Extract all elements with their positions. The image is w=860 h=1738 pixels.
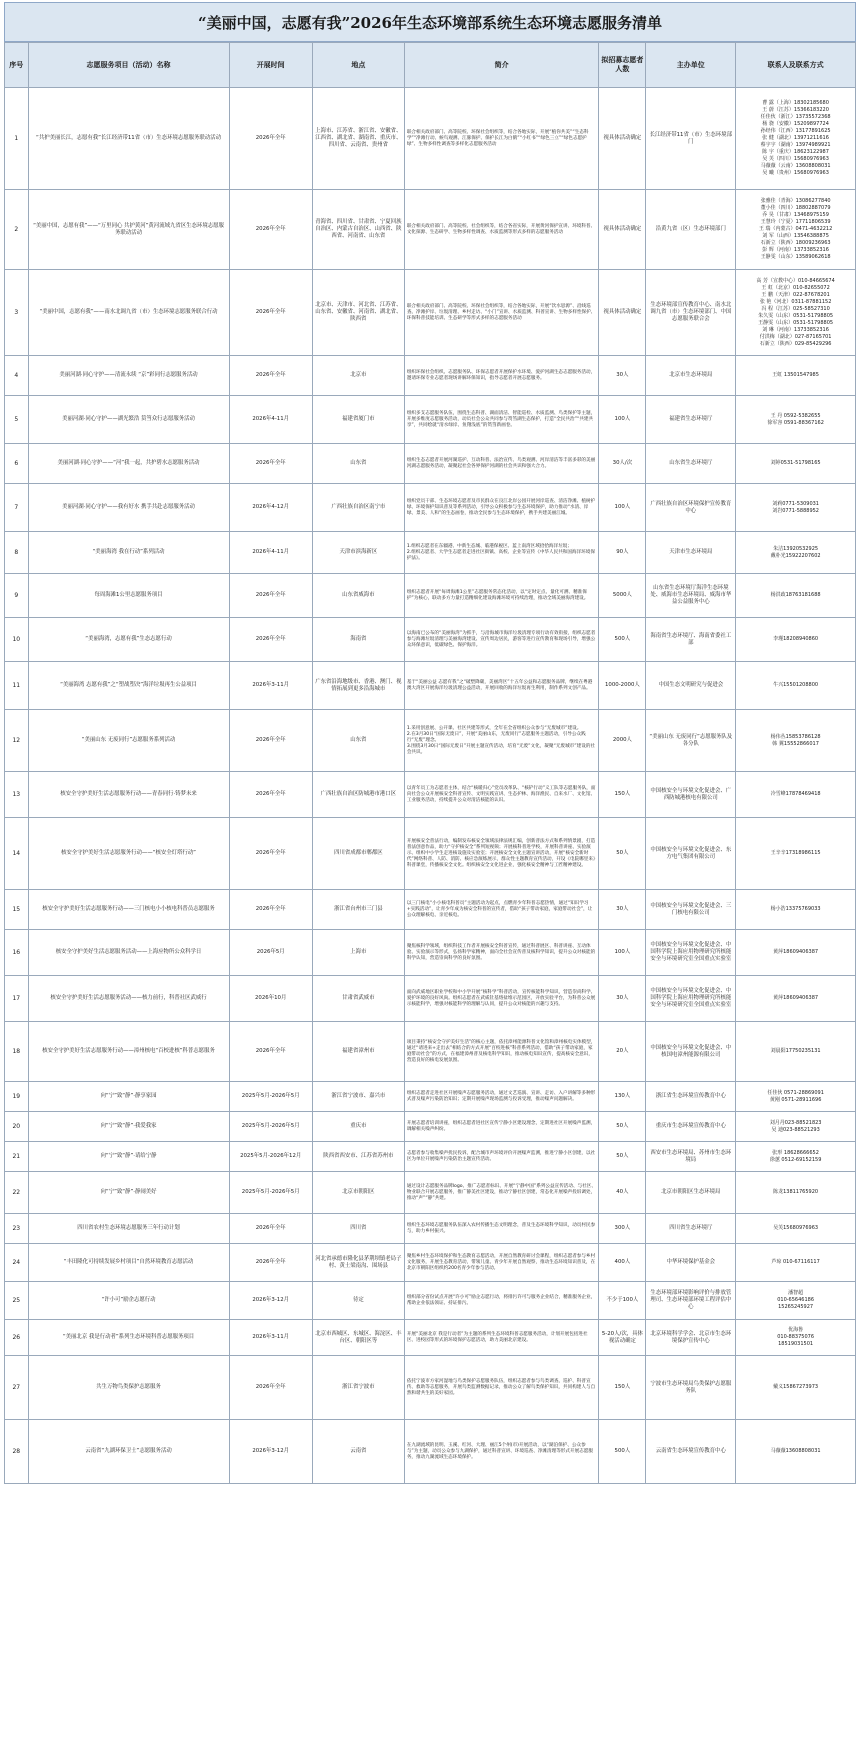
project-intro: 聚焦核科学领域，组织科技工作者开展核安全科普宣传，通过科普展区、科普讲座、互动体验、实验演示等形式，弘扬科学家精神，面向全社会宣传普及核科学知识，提升公众对核能的科学认知，营造崇尚科学的良好氛围。: [404, 930, 599, 976]
organizer: 四川省生态环境厅: [646, 1214, 736, 1244]
project-place: 四川省: [312, 1214, 404, 1244]
document-page: [4, 2, 856, 1484]
row-number: 12: [5, 710, 29, 772]
project-time: 2026年全年: [229, 710, 312, 772]
project-place: 天津市滨海新区: [312, 532, 404, 574]
row-number: 28: [5, 1420, 29, 1484]
contact-info: 牛兴15501208800: [736, 662, 856, 710]
organizer: 云南省生态环境宣传教育中心: [646, 1420, 736, 1484]
project-time: 2026年全年: [229, 270, 312, 356]
volunteer-count: 130人: [599, 1082, 646, 1112]
project-intro: 基于“美丽公益 志愿有我”之“破塑降碳，美丽湾区”十五年公益和志愿服务品牌，继续在粤港澳大湾区开展海洋垃圾清理公益活动，开展回收的海洋垃圾再生利用，制作系列文创产品。: [404, 662, 599, 710]
service-table: [4, 42, 856, 1484]
project-time: 2026年3-12月: [229, 1420, 312, 1484]
volunteer-count: 5-20人/次，具体视活动确定: [599, 1320, 646, 1356]
project-place: 重庆市: [312, 1112, 404, 1142]
project-place: 广西壮族自治区防城港市港口区: [312, 772, 404, 818]
volunteer-count: 500人: [599, 1420, 646, 1484]
volunteer-count: 30人: [599, 356, 646, 396]
project-time: 2026年全年: [229, 772, 312, 818]
table-row: [5, 662, 856, 710]
row-number: 2: [5, 190, 29, 270]
table-row: [5, 1356, 856, 1420]
project-name: 核安全守护美好生活志愿服务活动——上海应物所公众科学日: [28, 930, 229, 976]
header-count: 拟招募志愿者人数: [599, 43, 646, 88]
project-name: “美丽中国，志愿有我”——南水北调九省（市）生态环境志愿服务联合行动: [28, 270, 229, 356]
project-place: 福建省厦门市: [312, 396, 404, 444]
project-place: 浙江省宁波市: [312, 1356, 404, 1420]
project-intro: 项目秉持“核安全守护美好生活”的核心主题，依托漳州能源科普文化馆和漳州核电实体模型，通过“请进来+走出去”相结合的方式开展“百校进核”科普系列活动，借助“孩子带动家庭，家庭带动社会”的方式，在福建漳州普及核电科学知识，推动核电知识宣传，提高核安全意识，营造良好的核电发展氛围。: [404, 1022, 599, 1082]
project-name: 核安全守护美好生活志愿服务行动——三门核电小小核电科普员志愿服务: [28, 890, 229, 930]
table-row: [5, 1244, 856, 1282]
contact-info: 王辛辛17318986115: [736, 818, 856, 890]
project-intro: 组织部分省份试点开展“许小可”励企志愿行动，将排污许可与服务企业结合，精准服务企业，帮助企业依法领证、持证排污。: [404, 1282, 599, 1320]
volunteer-count: 50人: [599, 1142, 646, 1172]
table-row: [5, 574, 856, 618]
row-number: 5: [5, 396, 29, 444]
organizer: 中国生态文明研究与促进会: [646, 662, 736, 710]
project-intro: 1.组织志愿者在东疆港、中新生态城、临港保税区、蓝上南湾区域拾拾海洋垃圾； 2.组织志愿者、大学生志愿者走进社区街镇、高校、企业等宣传《中华人民共和国海洋环境保护法》。: [404, 532, 599, 574]
volunteer-count: 不少于100人: [599, 1282, 646, 1320]
volunteer-count: 视具体活动确定: [599, 190, 646, 270]
row-number: 1: [5, 88, 29, 190]
table-row: [5, 1282, 856, 1320]
project-intro: 组织多支志愿服务队伍，围绕生态科普、湖面清洁、智能巡检、水质监测、鸟类保护等主题，开展多维度志愿服务活动，动员社会公众共同参与筼筜湖生态保护，打造“全民共治”“共建共享”，共同绘就“清水绿岸、鱼翔浅底”的筼筜新画卷。: [404, 396, 599, 444]
row-number: 9: [5, 574, 29, 618]
project-name: 向“宁”致“静”·请给宁静: [28, 1142, 229, 1172]
table-row: [5, 1022, 856, 1082]
contact-info: 刘晨阳17750235131: [736, 1022, 856, 1082]
row-number: 18: [5, 1022, 29, 1082]
project-name: 核安全守护美好生活志愿服务行动——“核安全灯塔行动”: [28, 818, 229, 890]
project-intro: 以三门核电“小小核电科普员”主题活动为起点，点燃青少年科普志愿热情，通过“知识学习+实践活动”，让青少年成为核安全科普的宣传者，借助“孩子带动家庭，家庭带动社会”，让公众理解核电、亲近核电。: [404, 890, 599, 930]
volunteer-count: 150人: [599, 1356, 646, 1420]
contact-info: 王 丹 0592-5382655 徐军容 0591-88367162: [736, 396, 856, 444]
contact-info: 杨洪政18763181688: [736, 574, 856, 618]
contact-info: 杨小浩13375769033: [736, 890, 856, 930]
organizer: 广西壮族自治区环境保护宣传教育中心: [646, 484, 736, 532]
project-intro: 联合相关政府部门、高等院校、环保社会组织等，结合各地实际，开展“植你共美”“生态科学”“净滩行动、候鸟观测、江豚保护、保护长江为白鹤”“小红书”“绿色三立”“绿色志愿护绿”、生物多样性调查等多样化志愿服务活动: [404, 88, 599, 190]
volunteer-count: 50人: [599, 1112, 646, 1142]
contact-info: 刘莉0771-5309031 刘岩0771-5888952: [736, 484, 856, 532]
contact-info: 曹 露（上海）18302185680 王 蔚（江苏）15366183220 任佳伙（浙江）13735572368 杨 骁（安徽）15209897724 孙经伟（江西）13177891625 张 健（湖北）13971211616 蔡宇宇（湖南）13974989921 陈 宇（重庆）18623122987 吴 芙（四川）15680976963 马薇薇（云南）13608808031 吴 曦（贵州）15680976963: [736, 88, 856, 190]
row-number: 14: [5, 818, 29, 890]
project-time: 2025年5月-2026年5月: [229, 1082, 312, 1112]
volunteer-count: 1000-2000人: [599, 662, 646, 710]
organizer: 天津市生态环境局: [646, 532, 736, 574]
table-row: [5, 890, 856, 930]
organizer: 中国核安全与环境文化促进会、中核国电漳州能源有限公司: [646, 1022, 736, 1082]
row-number: 27: [5, 1356, 29, 1420]
header-intro: 简介: [404, 43, 599, 88]
organizer: 西安市生态环境局、苏州市生态环境局: [646, 1142, 736, 1172]
volunteer-count: 100人: [599, 484, 646, 532]
organizer: “美丽山东 无废同行”志愿服务队及各分队: [646, 710, 736, 772]
project-name: “美丽海湾 我在行动”系列活动: [28, 532, 229, 574]
project-name: 核安全守护美好生活志愿服务行动——漳州核电“百校进核”科普志愿服务: [28, 1022, 229, 1082]
volunteer-count: 视具体活动确定: [599, 88, 646, 190]
project-place: 浙江省宁波市、嘉兴市: [312, 1082, 404, 1112]
contact-info: 刘婷0531-51798165: [736, 444, 856, 484]
contact-info: 王虹 13501547985: [736, 356, 856, 396]
table-row: [5, 1112, 856, 1142]
table-row: [5, 976, 856, 1022]
project-name: 向“宁”致“静”·我爱我家: [28, 1112, 229, 1142]
volunteer-count: 40人: [599, 1172, 646, 1214]
document-title: “美丽中国，志愿有我”2026年生态环境部系统生态环境志愿服务清单: [4, 2, 856, 42]
organizer: 浙江省生态环境宣传教育中心: [646, 1082, 736, 1112]
project-time: 2026年4-12月: [229, 484, 312, 532]
volunteer-count: 30人: [599, 890, 646, 930]
project-intro: 面向武威地区职业学校和中小学开展“核科学”科普活动，宣传核能科学知识，营造崇尚科学、爱护环境的良好风尚。组织志愿者在武威钍基熔盐堆示范园区，开放实验平台，为科普公众展示核能科学，增强对核能科学的理解与认同，提升公众对核能的兴趣与支持。: [404, 976, 599, 1022]
contact-info: 杨伟丛15853786128 韩 翼15552866017: [736, 710, 856, 772]
contact-info: 潘智超 010-65646186 15265245927: [736, 1282, 856, 1320]
organizer: 沿黄九省（区）生态环境部门: [646, 190, 736, 270]
project-intro: 志愿者参与收集噪声扰民投诉，配合城市声环境评价开展噪声监测，推进宁静小区创建，以社区为单位开展噪声污染防治主题宣传活动。: [404, 1142, 599, 1172]
project-place: 待定: [312, 1282, 404, 1320]
organizer: 中国核安全与环境文化促进会、中国科学院上海应用物理研究所核能安全与环境研究室全国重点实验室: [646, 976, 736, 1022]
project-name: “许小可”励企志愿行动: [28, 1282, 229, 1320]
project-name: 美丽河湖·同心守护——我有好水 携手共赴志愿服务活动: [28, 484, 229, 532]
organizer: 山东省生态环境厅: [646, 444, 736, 484]
project-time: 2026年全年: [229, 88, 312, 190]
table-row: [5, 818, 856, 890]
project-time: 2026年5月: [229, 930, 312, 976]
project-name: 四川省农村生态环境志愿服务三年行动计划: [28, 1214, 229, 1244]
project-intro: 联合相关政府部门、高等院校、社会组织等，结合各省实际，开展黄河保护宣讲、环境科普、文化探源、生态研学、生物多样性调查、水质监测等形式多样的志愿服务活动: [404, 190, 599, 270]
volunteer-count: 5000人: [599, 574, 646, 618]
contact-info: 朱洁13920532925 戴朴光15922207602: [736, 532, 856, 574]
table-row: [5, 1214, 856, 1244]
project-time: 2026年10月: [229, 976, 312, 1022]
project-intro: 1.采用创意展、公开课、社区共建等形式，全年在全省组织公众参与“无废城市”建设。 2.在3月30日“国际无废日”，开展“美丽山东，无废同行”志愿服务主题活动，引导公众践行“无废”理念。 3.围绕3月30日“国际无废日”开展主题宣传活动，培育“无废”文化，凝聚“无废城市”建设的社会共识。: [404, 710, 599, 772]
header-no: 序号: [5, 43, 29, 88]
project-name: “美丽海湾，志愿有我”生态志愿行动: [28, 618, 229, 662]
project-place: 山东省: [312, 444, 404, 484]
project-intro: 组织生态环境志愿服务队伍深入农村传播生态文明理念，普及生态环境科学知识，动员村民参与，助力乡村振兴。: [404, 1214, 599, 1244]
project-name: 共生万物鸟类保护志愿服务: [28, 1356, 229, 1420]
organizer: 生态环境部宣传教育中心、南水北调九省（市）生态环境部门、中国志愿服务联合会: [646, 270, 736, 356]
organizer: 宁波市生态环境局鸟类保护志愿服务队: [646, 1356, 736, 1420]
project-place: 浙江省台州市三门县: [312, 890, 404, 930]
project-time: 2025年5月-2026年5月: [229, 1172, 312, 1214]
table-row: [5, 1082, 856, 1112]
project-name: 每周海滩1公里志愿服务项目: [28, 574, 229, 618]
project-time: 2026年4-11月: [229, 532, 312, 574]
row-number: 13: [5, 772, 29, 818]
row-number: 11: [5, 662, 29, 710]
volunteer-count: 500人: [599, 618, 646, 662]
organizer: 重庆市生态环境宣传教育中心: [646, 1112, 736, 1142]
contact-info: 优海鲁 010-88375076 18519031501: [736, 1320, 856, 1356]
contact-info: 黄萍18609406387: [736, 976, 856, 1022]
contact-info: 吴芙15680976963: [736, 1214, 856, 1244]
row-number: 6: [5, 444, 29, 484]
project-time: 2026年全年: [229, 356, 312, 396]
table-row: [5, 356, 856, 396]
row-number: 21: [5, 1142, 29, 1172]
contact-info: 张雅佳（青海）13086277840 董小佳（四川）18802887079 乔 昊（甘肃）13468975159 王慧玲（宁夏）17711806539 王 瑞（内蒙古）0471-4632212 刘 军（山西）13546388875 石新立（陕西）18009236963 彭 辉（河南）13733852316 王静雯（山东）13589062618: [736, 190, 856, 270]
table-row: [5, 1172, 856, 1214]
project-place: 北京市、天津市、河北省、江苏省、山东省、安徽省、河南省、湖北省、陕西省: [312, 270, 404, 356]
project-place: 四川省成都市郫都区: [312, 818, 404, 890]
organizer: 海南省生态环境厅、海南省委社工部: [646, 618, 736, 662]
project-time: 2026年全年: [229, 1356, 312, 1420]
project-intro: 以海南已公布的“美丽海湾”为抓手，与沿海城市海洋垃圾清理专项行动有效衔接，组织志愿者参与海滩垃圾清理与美丽海湾建设、宣传周边居民，游客等进行宣传教育和现场引导，增强公众环保意识，低碳绿色、保护海洋。: [404, 618, 599, 662]
project-time: 2026年全年: [229, 1244, 312, 1282]
volunteer-count: 20人: [599, 1022, 646, 1082]
contact-info: 李瑾18208940860: [736, 618, 856, 662]
project-name: “美丽中国，志愿有我”——“万里同心 共护黄河”黄河流域九省区生态环境志愿服务联动活动: [28, 190, 229, 270]
organizer: 中国核安全与环境文化促进会、东方电气集团有限公司: [646, 818, 736, 890]
project-place: 北京市西城区、东城区、海淀区、丰台区、朝阳区等: [312, 1320, 404, 1356]
project-name: 向“宁”致“静”·静闹美好: [28, 1172, 229, 1214]
organizer: 中国核安全与环境文化促进会、广西防城港核电有限公司: [646, 772, 736, 818]
row-number: 15: [5, 890, 29, 930]
volunteer-count: 30人: [599, 976, 646, 1022]
project-time: 2026年3-11月: [229, 662, 312, 710]
project-name: 核安全守护美好生活志愿服务行动——青春同行·铸梦未来: [28, 772, 229, 818]
project-name: 云南省“九湖环保卫士”志愿服务活动: [28, 1420, 229, 1484]
project-intro: 组织志愿者开展“每周海滩1公里”志愿服务常态化活动，以“定时定点、量化可测、精准保护”为核心，联动多方力量打造精细化建设海滩环境可持续治理，推动全域美丽海湾建设。: [404, 574, 599, 618]
project-time: 2026年全年: [229, 818, 312, 890]
header-contact: 联系人及联系方式: [736, 43, 856, 88]
project-place: 广西壮族自治区南宁市: [312, 484, 404, 532]
project-time: 2026年3-12月: [229, 1282, 312, 1320]
project-place: 广东省沿海地级市、香港、澳门、视情拓展到更多沿海城市: [312, 662, 404, 710]
project-place: 上海市: [312, 930, 404, 976]
volunteer-count: 400人: [599, 1244, 646, 1282]
table-row: [5, 484, 856, 532]
row-number: 8: [5, 532, 29, 574]
project-intro: 开展核安全普法行动，编制发布核安全领域法律法规汇编，创新普法方式和系列情景剧，打造普法创意作品，助力“守护核安全”系列短视频；开展核科普进学校，开展科普讲座、实验演示、组织中小学生走进核设施及实验室；开展核安全文化主题宣讲活动，开展“核安全新时代”网络科普、人防、消防、核应急演练展示，群众性主题教育宣传活动，开设《电院哪里来》科普课堂，传播核安全文化。组织核安全文化进企业，强化核安全精神与工匠精神建设。: [404, 818, 599, 890]
project-time: 2026年全年: [229, 190, 312, 270]
contact-info: 芦琼 010-67116117: [736, 1244, 856, 1282]
contact-info: 马薇薇13608808031: [736, 1420, 856, 1484]
row-number: 10: [5, 618, 29, 662]
row-number: 4: [5, 356, 29, 396]
project-place: 山东省威海市: [312, 574, 404, 618]
volunteer-count: 2000人: [599, 710, 646, 772]
project-time: 2026年全年: [229, 574, 312, 618]
row-number: 22: [5, 1172, 29, 1214]
project-place: 河北省承德市隆化县茅荆坝镇老局子村、黄土梁南沟、围场县: [312, 1244, 404, 1282]
header-time: 开展时间: [229, 43, 312, 88]
contact-info: 高 芳（宣教中心）010-84665674 王 虹（北京）010-82655072 王 鹏（天津）022-87678201 张 艳（河北）0311-87881152 冯 程（江苏）025-58527310 朱久雯（山东）0531-51798805 王静雯（山东）0531-51798805 刘 琳（河南）13733852316 付洪梅（湖北）027-87165701 石新立（陕西）029-85429296: [736, 270, 856, 356]
row-number: 19: [5, 1082, 29, 1112]
project-name: “美丽北京 我是行动者”系列生态环境科普志愿服务项目: [28, 1320, 229, 1356]
organizer: 中国核安全与环境文化促进会、三门核电有限公司: [646, 890, 736, 930]
project-intro: 开展志愿者培训讲座，组织志愿者进社区宣传宁静小区建设理念，定期进社区开展噪声监测，调解相关噪声纠纷。: [404, 1112, 599, 1142]
project-place: 北京市: [312, 356, 404, 396]
contact-info: 戴义15867273973: [736, 1356, 856, 1420]
project-name: “美丽山东 无废同行”志愿服务系列活动: [28, 710, 229, 772]
row-number: 17: [5, 976, 29, 1022]
table-header-row: [5, 43, 856, 88]
project-place: 上海市、江苏省、浙江省、安徽省、江西省、湖北省、湖南省、重庆市、四川省、云南省、贵州省: [312, 88, 404, 190]
organizer: 北京环境科学学会、北京市生态环境保护宣传中心: [646, 1320, 736, 1356]
project-intro: 组织生态志愿者开展河湖巡护、互动科普、法治宣传、鸟类观测、河岸清洁等丰富多彩的美丽河湖志愿服务活动，凝聚起社会各界保护河湖的社会共识和强大合力。: [404, 444, 599, 484]
header-org: 主办单位: [646, 43, 736, 88]
organizer: 北京市朝阳区生态环境局: [646, 1172, 736, 1214]
project-time: 2026年4-11月: [229, 396, 312, 444]
project-name: “共护美丽长江，志愿有我”长江经济带11省（市）生态环境志愿服务联动活动: [28, 88, 229, 190]
row-number: 3: [5, 270, 29, 356]
project-intro: 联合相关政府部门、高等院校、环保社会组织等，结合各地实际，开展“饮水思源”、沿线巡查、净滩护岸、垃圾清理、乡村走访、“小门”宣讲、水质监测、科普宣讲、生物多样性保护、环保科普技能培训、生态研学等形式多样的志愿服务活动: [404, 270, 599, 356]
project-time: 2026年全年: [229, 1214, 312, 1244]
volunteer-count: 30人/次: [599, 444, 646, 484]
project-name: 美丽河湖·同心守护——清流永续 “京”彩同行志愿服务活动: [28, 356, 229, 396]
table-row: [5, 1142, 856, 1172]
volunteer-count: 50人: [599, 818, 646, 890]
project-name: 美丽河湖·同心守护——湖光繁浩 筼筜众行志愿服务活动: [28, 396, 229, 444]
project-place: 山东省: [312, 710, 404, 772]
volunteer-count: 300人: [599, 1214, 646, 1244]
contact-info: 任佳伙 0571-28869091 黄刚 0571-28911696: [736, 1082, 856, 1112]
contact-info: 张形 18628666652 徐蕙 0512-69152159: [736, 1142, 856, 1172]
volunteer-count: 90人: [599, 532, 646, 574]
contact-info: 陈龙13811765920: [736, 1172, 856, 1214]
organizer: 生态环境部环境影响评价与排放管理司、生态环境部环境工程评估中心: [646, 1282, 736, 1320]
project-intro: 依托宁波市方家河湿地与鸟类保护志愿服务队伍，组织志愿者参与鸟类调查、巡护、科普宣传、救助等志愿服务，开展鸟类监测数据记录，推动公众了解鸟类保护知识，共同构建人与自然和谐共生的美好家园。: [404, 1356, 599, 1420]
table-row: [5, 1320, 856, 1356]
project-place: 海南省: [312, 618, 404, 662]
contact-info: 刘月丹023-88521823 吴 迪023-88521293: [736, 1112, 856, 1142]
row-number: 26: [5, 1320, 29, 1356]
project-intro: 通过设计志愿服务品牌logo、推广志愿者标识、开展“宁静中国”系列公益宣传活动、与社区、物业联合开展志愿服务，推广静美社区建设，推动宁静社区创建，常态化开展噪声投诉调处，推动“声”“静”共建。: [404, 1172, 599, 1214]
project-intro: 在九湖流域的昆明、玉溪、红河、大理、丽江5个州(市)开展活动，以“湖泊保护、公众参与”为主题，动员公众参与九湖保护，通过科普宣讲、环境巡查、净滩清理等形式开展志愿服务，推动九湖流域生态环境保护。: [404, 1420, 599, 1484]
project-intro: 组织党员干部、生态环境志愿者及市民群众在良江北岸公园开展河岸巡查、清洁净滩、植树护绿、环境保护知识普及等系列活动，引导公众积极参与生态环境保护，助力推动“水清、岸绿、景美、人和”的生态画卷，推动全民参与生态环境保护，携手共建美丽江城。: [404, 484, 599, 532]
row-number: 7: [5, 484, 29, 532]
project-place: 甘肃省武威市: [312, 976, 404, 1022]
project-place: 云南省: [312, 1420, 404, 1484]
project-place: 福建省漳州市: [312, 1022, 404, 1082]
project-place: 北京市朝阳区: [312, 1172, 404, 1214]
project-name: “美丽海湾 志愿有我”之“塑战塑决”海洋垃圾再生公益项目: [28, 662, 229, 710]
project-intro: 组织志愿者走进社区开展噪声志愿服务活动，通过文艺巡演、宣讲、走访、入户讲解等多种形式普及噪声污染防治知识；定期开展噪声现场监测与投诉受理，推动噪声问题解决。: [404, 1082, 599, 1112]
project-time: 2026年全年: [229, 1022, 312, 1082]
organizer: 长江经济带11省（市）生态环境部门: [646, 88, 736, 190]
row-number: 16: [5, 930, 29, 976]
project-intro: 组织环保社会组织、志愿服务队、环保志愿者开展保护水环境、爱护河湖生态志愿服务活动，邀请环保专业志愿者现场讲解环保知识，指导志愿者开展志愿服务。: [404, 356, 599, 396]
volunteer-count: 100人: [599, 396, 646, 444]
project-time: 2026年全年: [229, 890, 312, 930]
table-row: [5, 444, 856, 484]
table-row: [5, 190, 856, 270]
volunteer-count: 150人: [599, 772, 646, 818]
volunteer-count: 视具体活动确定: [599, 270, 646, 356]
volunteer-count: 100人: [599, 930, 646, 976]
organizer: 北京市生态环境局: [646, 356, 736, 396]
project-place: 青海省、四川省、甘肃省、宁夏回族自治区、内蒙古自治区、山西省、陕西省、河南省、山东省: [312, 190, 404, 270]
organizer: 福建省生态环境厅: [646, 396, 736, 444]
table-body: [5, 88, 856, 1484]
project-time: 2025年5月-2026年12月: [229, 1142, 312, 1172]
project-name: 美丽河湖·同心守护——“河”我一起，共护碧水志愿服务活动: [28, 444, 229, 484]
table-row: [5, 88, 856, 190]
project-time: 2026年全年: [229, 444, 312, 484]
row-number: 23: [5, 1214, 29, 1244]
project-intro: 以青年员工为志愿者主体，结合“核暖归心”党员改革队、“核铲行动”义工队等志愿服务队，面向社会公众开展核安全科普宣传、文明实践宣讲、生态护林、海洋渔民、自来水厂、文化馆、工业服务活动，持续提升公众对清洁核能的认识。: [404, 772, 599, 818]
row-number: 25: [5, 1282, 29, 1320]
table-row: [5, 772, 856, 818]
header-name: 志愿服务项目（活动）名称: [28, 43, 229, 88]
row-number: 20: [5, 1112, 29, 1142]
project-place: 陕西省西安市、江苏省苏州市: [312, 1142, 404, 1172]
table-row: [5, 270, 856, 356]
project-time: 2025年5月-2026年5月: [229, 1112, 312, 1142]
organizer: 中华环境保护基金会: [646, 1244, 736, 1282]
table-row: [5, 710, 856, 772]
row-number: 24: [5, 1244, 29, 1282]
project-name: “丰田隆化可持续发展乡村项目”自然环境教育志愿活动: [28, 1244, 229, 1282]
table-row: [5, 930, 856, 976]
organizer: 山东省生态环境厅海洋生态环境处、威海市生态环境局、威海市华益公益服务中心: [646, 574, 736, 618]
organizer: 中国核安全与环境文化促进会、中国科学院上海应用物理研究所核能安全与环境研究室全国重点实验室: [646, 930, 736, 976]
contact-info: 冷雪峰17878469418: [736, 772, 856, 818]
header-place: 地点: [312, 43, 404, 88]
project-time: 2026年全年: [229, 618, 312, 662]
project-intro: 开展“美丽北京 我是行动者”为主题的系列生态环境科普志愿服务活动，计划开展包括进社区、进校园等形式的环境保护志愿活动，助力美丽北京建设。: [404, 1320, 599, 1356]
table-row: [5, 618, 856, 662]
contact-info: 黄萍18609406387: [736, 930, 856, 976]
project-time: 2026年3-11月: [229, 1320, 312, 1356]
table-row: [5, 532, 856, 574]
project-name: 向“宁”致“静”·静享家园: [28, 1082, 229, 1112]
project-name: 核安全守护美好生活志愿服务活动——核力前行，科普社区武威行: [28, 976, 229, 1022]
table-row: [5, 1420, 856, 1484]
project-intro: 聚焦乡村生态环境保护和生态教育志愿活动，开展自然教育研讨会课程，组织志愿者参与乡村文化服务，开展生态教育活动，带领儿童、青少年开展自然观察，推动生态环境知识普及，在北京市朝阳区组织约200名青少年参与活动。: [404, 1244, 599, 1282]
table-row: [5, 396, 856, 444]
